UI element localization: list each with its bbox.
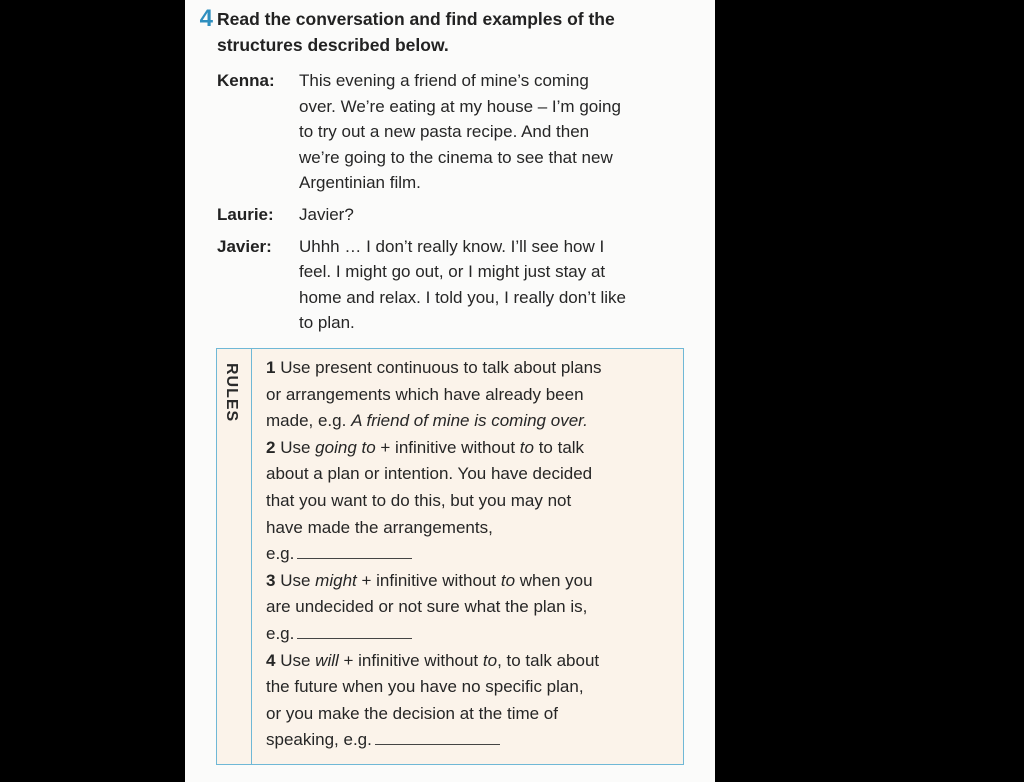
rule-number: 3 [266, 570, 276, 590]
exercise-number: 4 [199, 5, 213, 32]
rule-text: the future when you have no specific plan, [266, 677, 584, 697]
answer-blank[interactable] [297, 544, 412, 559]
rule-keyword: to [519, 437, 534, 457]
rule-keyword: might [315, 570, 357, 590]
rule-text: e.g. [266, 544, 295, 564]
rule-text: that you want to do this, but you may not [266, 490, 572, 510]
rule-text: , to talk about [497, 650, 600, 670]
speech-line: Argentinian film. [299, 173, 421, 193]
rule-text: + infinitive without [375, 437, 520, 457]
rule-text: made, e.g. [266, 411, 352, 431]
conversation-turn-kenna [217, 68, 697, 196]
speech-line: Javier? [299, 204, 354, 224]
speech-line: feel. I might go out, or I might just stay at [299, 262, 606, 282]
rules-sidebar [217, 349, 252, 764]
speech-text [299, 68, 691, 196]
rule-text: + infinitive without [338, 650, 483, 670]
speaker-name: Kenna: [217, 71, 275, 90]
rule-text: speaking, e.g. [266, 730, 372, 750]
rule-text: or arrangements which have already been [266, 384, 584, 404]
rule-text: or you make the decision at the time of [266, 703, 558, 723]
textbook-page [185, 0, 715, 782]
rule-example: A friend of mine is coming over. [351, 411, 588, 431]
speech-line: to try out a new pasta recipe. And then [299, 122, 590, 142]
speech-line: home and relax. I told you, I really don’t like [299, 287, 626, 307]
speech-line: This evening a friend of mine’s coming [299, 71, 589, 90]
speech-line: we’re going to the cinema to see that new [299, 147, 613, 167]
instruction-line: structures described below. [217, 35, 449, 55]
rules-box [216, 348, 684, 765]
rule-text: Use [280, 570, 316, 590]
rule-text: when you [515, 570, 593, 590]
conversation-turn-laurie [217, 202, 697, 228]
rule-keyword: going to [315, 437, 376, 457]
speaker-name: Laurie: [217, 204, 274, 224]
speech-line: Uhhh … I don’t really know. I’ll see how I [299, 236, 605, 256]
rule-keyword: to [500, 570, 516, 590]
speech-line: to plan. [299, 313, 355, 333]
rule-text: e.g. [266, 623, 295, 643]
rules-label: RULES [223, 363, 240, 423]
rule-text: have made the arrangements, [266, 517, 493, 537]
rule-keyword: will [315, 650, 339, 670]
conversation-turn-javier [217, 234, 697, 336]
exercise-header [185, 6, 715, 58]
rule-1 [266, 355, 676, 435]
rule-text: Use [280, 437, 316, 457]
rule-text: + infinitive without [356, 570, 501, 590]
rules-body [266, 355, 676, 754]
rule-text: Use [280, 650, 316, 670]
rule-3 [266, 568, 676, 648]
speech-line: over. We’re eating at my house – I’m going [299, 96, 621, 116]
speaker-name: Javier: [217, 236, 272, 256]
rule-4 [266, 648, 676, 754]
rule-keyword: to [482, 650, 498, 670]
rule-text: Use present continuous to talk about plans [280, 358, 602, 377]
answer-blank[interactable] [297, 624, 412, 639]
rule-number: 1 [266, 358, 276, 377]
instruction-line: Read the conversation and find examples of the [217, 9, 615, 29]
exercise-instruction [217, 6, 615, 58]
rule-text: are undecided or not sure what the plan is, [266, 597, 588, 617]
rule-text: about a plan or intention. You have decided [266, 464, 593, 484]
conversation [217, 68, 697, 342]
rule-number: 4 [266, 650, 276, 670]
answer-blank[interactable] [375, 730, 500, 745]
rule-number: 2 [266, 437, 276, 457]
speech-text [299, 234, 691, 336]
speech-text [299, 202, 691, 228]
rule-2 [266, 435, 676, 568]
rule-text: to talk [533, 437, 585, 457]
